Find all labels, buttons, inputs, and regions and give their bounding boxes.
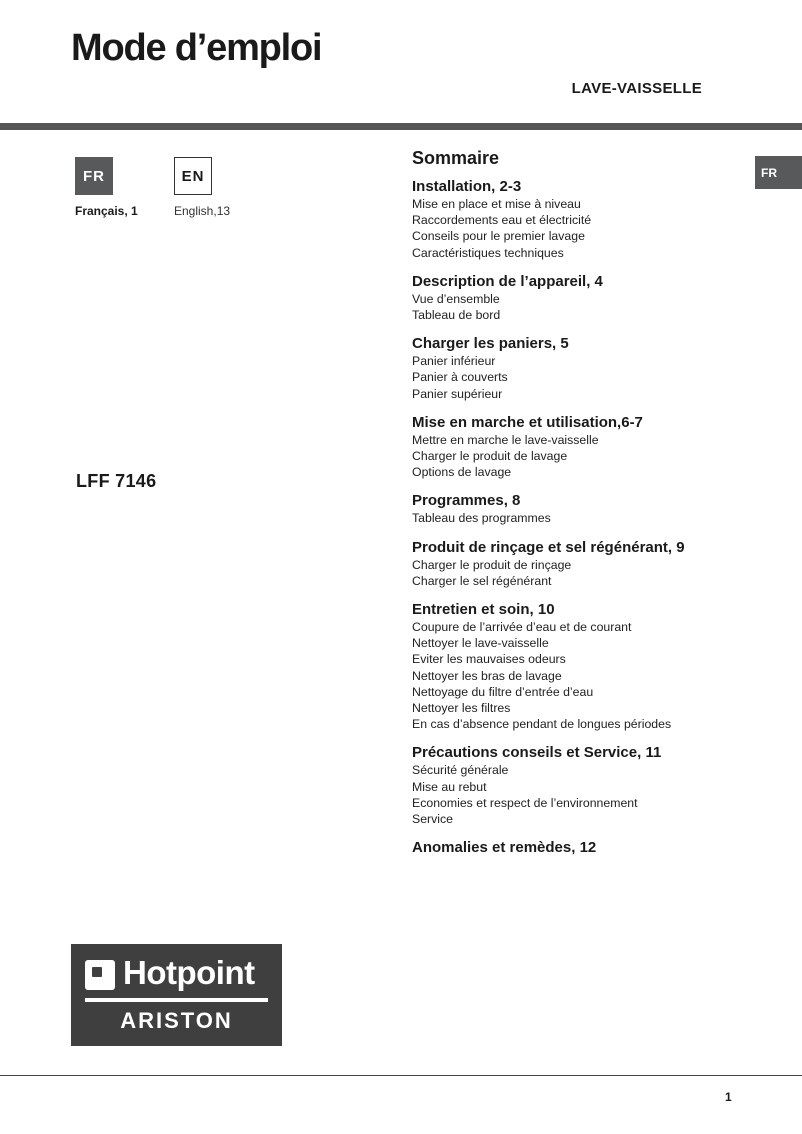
toc-section-title: Description de l’appareil, 4: [412, 272, 603, 290]
toc-section: [412, 413, 752, 481]
toc-section-title: Mise en marche et utilisation,6-7: [412, 413, 643, 431]
toc-section-title: Produit de rinçage et sel régénérant, 9: [412, 538, 685, 556]
toc-section: [412, 838, 752, 857]
toc-section-title: Entretien et soin, 10: [412, 601, 555, 619]
toc-item: Options de lavage: [412, 465, 512, 480]
toc-item: Conseils pour le premier lavage: [412, 229, 585, 244]
toc-item: Service: [412, 812, 454, 827]
language-badge-en: EN: [174, 157, 212, 195]
logo-wordmark-ariston: ARISTON: [120, 1008, 233, 1033]
toc-item: Panier inférieur: [412, 354, 496, 369]
toc-section-title: Charger les paniers, 5: [412, 335, 569, 353]
model-number: LFF 7146: [76, 471, 157, 491]
language-caption-fr: Français, 1: [75, 204, 138, 218]
toc-section: [412, 538, 752, 589]
side-language-tab: FR: [755, 156, 802, 189]
language-badge-fr: FR: [75, 157, 113, 195]
toc-section: [412, 334, 752, 402]
toc-item: Panier supérieur: [412, 386, 503, 401]
toc-section: [412, 743, 752, 827]
toc-item: Nettoyer les bras de lavage: [412, 668, 562, 683]
toc-section-title: Précautions conseils et Service, 11: [412, 744, 662, 762]
toc-item: Mise au rebut: [412, 779, 487, 794]
table-of-contents: [412, 148, 752, 868]
toc-sections: [412, 177, 752, 857]
toc-item: Coupure de l’arrivée d’eau et de courant: [412, 620, 632, 635]
toc-item: Tableau des programmes: [412, 511, 551, 526]
toc-item: Economies et respect de l’environnement: [412, 795, 638, 810]
toc-section-title: Installation, 2-3: [412, 178, 522, 195]
toc-item: En cas d’absence pendant de longues périodes: [412, 717, 672, 732]
toc-item: Mettre en marche le lave-vaisselle: [412, 432, 599, 447]
toc-item: Raccordements eau et électricité: [412, 213, 592, 228]
toc-item: Charger le produit de rinçage: [412, 557, 572, 572]
toc-item: Sécurité générale: [412, 763, 509, 778]
toc-item: Mise en place et mise à niveau: [412, 197, 581, 211]
toc-section-title: Programmes, 8: [412, 492, 521, 510]
toc-item: Tableau de bord: [412, 308, 501, 323]
toc-item: Eviter les mauvaises odeurs: [412, 652, 566, 667]
toc-item: Charger le sel régénérant: [412, 573, 552, 588]
document-subtitle: LAVE-VAISSELLE: [571, 80, 702, 97]
logo-wordmark-hotpoint: Hotpoint: [123, 954, 255, 991]
logo-mark-icon: [85, 960, 115, 990]
toc-item: Vue d’ensemble: [412, 291, 500, 306]
toc-section: [412, 600, 752, 732]
toc-section: [412, 177, 752, 261]
toc-item: Nettoyer les filtres: [412, 701, 511, 716]
brand-logo: [71, 944, 282, 1046]
toc-section: [412, 272, 752, 323]
toc-item: Caractéristiques techniques: [412, 245, 564, 260]
toc-item: Nettoyer le lave-vaisselle: [412, 636, 549, 651]
toc-section: [412, 491, 752, 526]
footer-divider: [0, 1075, 802, 1076]
header-divider: [0, 123, 802, 130]
toc-item: Panier à couverts: [412, 370, 508, 385]
page-title: Mode d’emploi: [71, 27, 322, 69]
page-number: 1: [725, 1090, 732, 1104]
toc-section-title: Anomalies et remèdes, 12: [412, 839, 597, 857]
toc-item: Charger le produit de lavage: [412, 449, 568, 464]
toc-heading: Sommaire: [412, 148, 500, 168]
toc-item: Nettoyage du filtre d’entrée d’eau: [412, 684, 594, 699]
logo-divider: [85, 998, 268, 1002]
language-caption-en: English,13: [174, 204, 231, 218]
